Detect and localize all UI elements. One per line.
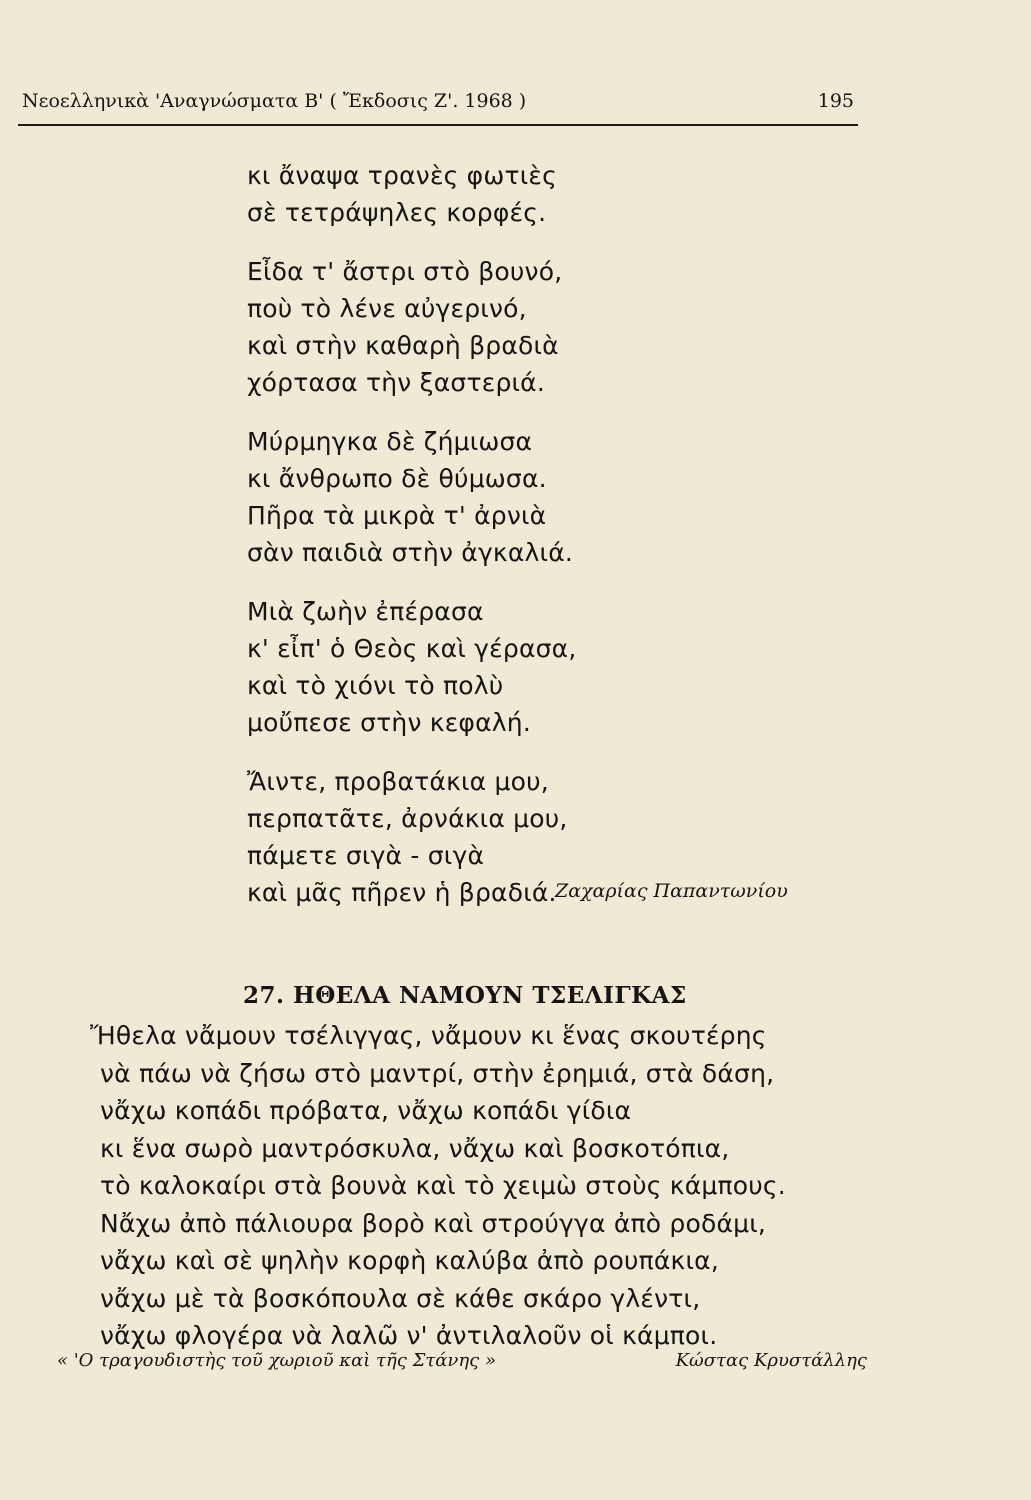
poem1-author: Ζαχαρίας Παπαντωνίου: [555, 880, 788, 902]
poem2-heading: 27. ΗΘΕΛΑ ΝΑΜΟΥΝ ΤΣΕΛΙΓΚΑΣ: [243, 982, 687, 1009]
stanza: [247, 593, 577, 741]
verse-line: νὰ πάω νὰ ζήσω στὸ μαντρί, στὴν ἐρημιά, στὰ δάση,: [100, 1058, 775, 1088]
verse-line: Μύρμηγκα δὲ ζήμιωσα: [247, 427, 533, 456]
poem-krystallis: [90, 1017, 786, 1355]
verse-line: Ἤθελα νἄμουν τσέλιγγας, νἄμουν κι ἕνας σκουτέρης: [90, 1021, 767, 1050]
verse-line: Νἄχω ἀπὸ πάλιουρα βορὸ καὶ στρούγγα ἀπὸ ροδάμι,: [100, 1208, 767, 1238]
poem-papantoniou: [247, 157, 577, 933]
verse-line: κι ἄναψα τρανὲς φωτιὲς: [247, 161, 558, 190]
verse-line: χόρτασα τὴν ξαστεριά.: [247, 368, 545, 397]
verse-line: καὶ μᾶς πῆρεν ἡ βραδιά.: [247, 878, 557, 907]
verse-line: ποὺ τὸ λένε αὐγερινό,: [247, 294, 527, 323]
stanza: [247, 423, 577, 571]
verse-line: περπατᾶτε, ἀρνάκια μου,: [247, 804, 568, 833]
verse-line: σὰν παιδιὰ στὴν ἀγκαλιά.: [247, 538, 574, 567]
running-title: Νεοελληνικὰ 'Αναγνώσματα Β' ( Ἔκδοσις Ζ'. 1968 ): [22, 90, 527, 112]
header-rule: [18, 124, 858, 126]
verse-line: νἄχω φλογέρα νὰ λαλῶ ν' ἀντιλαλοῦν οἱ κάμποι.: [100, 1321, 718, 1350]
poem2-author: Κώστας Κρυστάλλης: [675, 1350, 867, 1371]
verse-line: κι ἕνα σωρὸ μαντρόσκυλα, νἄχω καὶ βοσκοτόπια,: [100, 1133, 730, 1163]
verse-line: Πῆρα τὰ μικρὰ τ' ἀρνιὰ: [247, 501, 547, 530]
verse-line: νἄχω μὲ τὰ βοσκόπουλα σὲ κάθε σκάρο γλέντι,: [100, 1283, 701, 1313]
verse-line: μοὔπεσε στὴν κεφαλή.: [247, 708, 531, 737]
verse-line: Ἄιντε, προβατάκια μου,: [247, 767, 549, 796]
poem2-footer: [57, 1350, 867, 1380]
verse-line: κ' εἶπ' ὁ Θεὸς καὶ γέρασα,: [247, 634, 577, 663]
stanza: [247, 253, 577, 401]
verse-line: σὲ τετράψηλες κορφές.: [247, 198, 547, 227]
stanza: [247, 157, 577, 231]
verse-line: νἄχω καὶ σὲ ψηλὴν κορφὴ καλύβα ἀπὸ ρουπάκια,: [100, 1246, 719, 1275]
page-header: [22, 90, 854, 120]
verse-line: νἄχω κοπάδι πρόβατα, νἄχω κοπάδι γίδια: [100, 1096, 632, 1125]
verse-line: πάμετε σιγὰ - σιγὰ: [247, 841, 485, 870]
verse-line: τὸ καλοκαίρι στὰ βουνὰ καὶ τὸ χειμὼ στοὺς κάμπους.: [100, 1171, 786, 1200]
verse-line: καὶ τὸ χιόνι τὸ πολὺ: [247, 671, 504, 700]
poem2-source: « 'Ο τραγουδιστὴς τοῦ χωριοῦ καὶ τῆς Στάνης »: [57, 1350, 496, 1371]
page-number: 195: [817, 90, 854, 112]
verse-line: Μιὰ ζωὴν ἐπέρασα: [247, 597, 484, 626]
verse-line: καὶ στὴν καθαρὴ βραδιὰ: [247, 331, 559, 360]
stanza: [247, 763, 577, 911]
verse-line: Εἶδα τ' ἄστρι στὸ βουνό,: [247, 257, 563, 286]
verse-line: κι ἄνθρωπο δὲ θύμωσα.: [247, 464, 547, 493]
